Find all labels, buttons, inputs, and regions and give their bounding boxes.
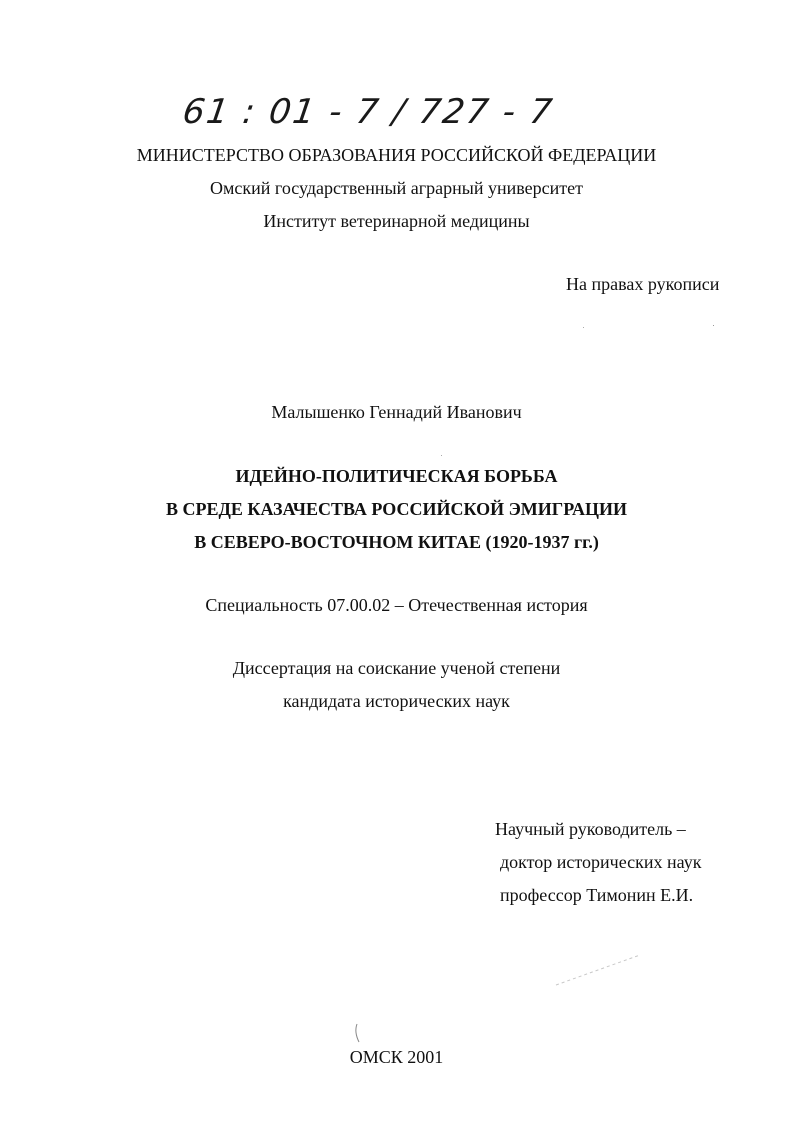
ministry-heading: МИНИСТЕРСТВО ОБРАЗОВАНИЯ РОССИЙСКОЙ ФЕДЕРАЦИИ: [136, 145, 657, 165]
thesis-title-line-3: В СЕВЕРО-ВОСТОЧНОМ КИТАЕ (1920-1937 гг.): [194, 532, 599, 552]
faint-pencil-stroke: [556, 955, 640, 985]
thesis-title-line-2: В СРЕДЕ КАЗАЧЕСТВА РОССИЙСКОЙ ЭМИГРАЦИИ: [166, 499, 627, 519]
supervisor-line-3: профессор Тимонин Е.И.: [500, 885, 694, 905]
dissertation-line-1: Диссертация на соискание ученой степени: [232, 658, 561, 678]
handwritten-archive-code: 61 : 01 - 7 / 727 - 7: [180, 92, 557, 132]
supervisor-line-1: Научный руководитель –: [495, 819, 686, 839]
dust-speck: [583, 327, 584, 328]
dust-speck: [713, 325, 714, 326]
rights-note: На правах рукописи: [566, 274, 720, 294]
dust-speck: [441, 455, 442, 456]
city-year: ОМСК 2001: [349, 1047, 444, 1067]
scan-mark: [356, 1024, 359, 1042]
dissertation-line-2: кандидата исторических наук: [283, 691, 510, 711]
university-name: Омский государственный аграрный университет: [210, 178, 583, 198]
author-name: Малышенко Геннадий Иванович: [271, 402, 522, 422]
thesis-title-line-1: ИДЕЙНО-ПОЛИТИЧЕСКАЯ БОРЬБА: [235, 466, 558, 486]
specialty-line: Специальность 07.00.02 – Отечественная история: [205, 595, 588, 615]
supervisor-line-2: доктор исторических наук: [500, 852, 702, 872]
institute-name: Институт ветеринарной медицины: [263, 211, 530, 231]
